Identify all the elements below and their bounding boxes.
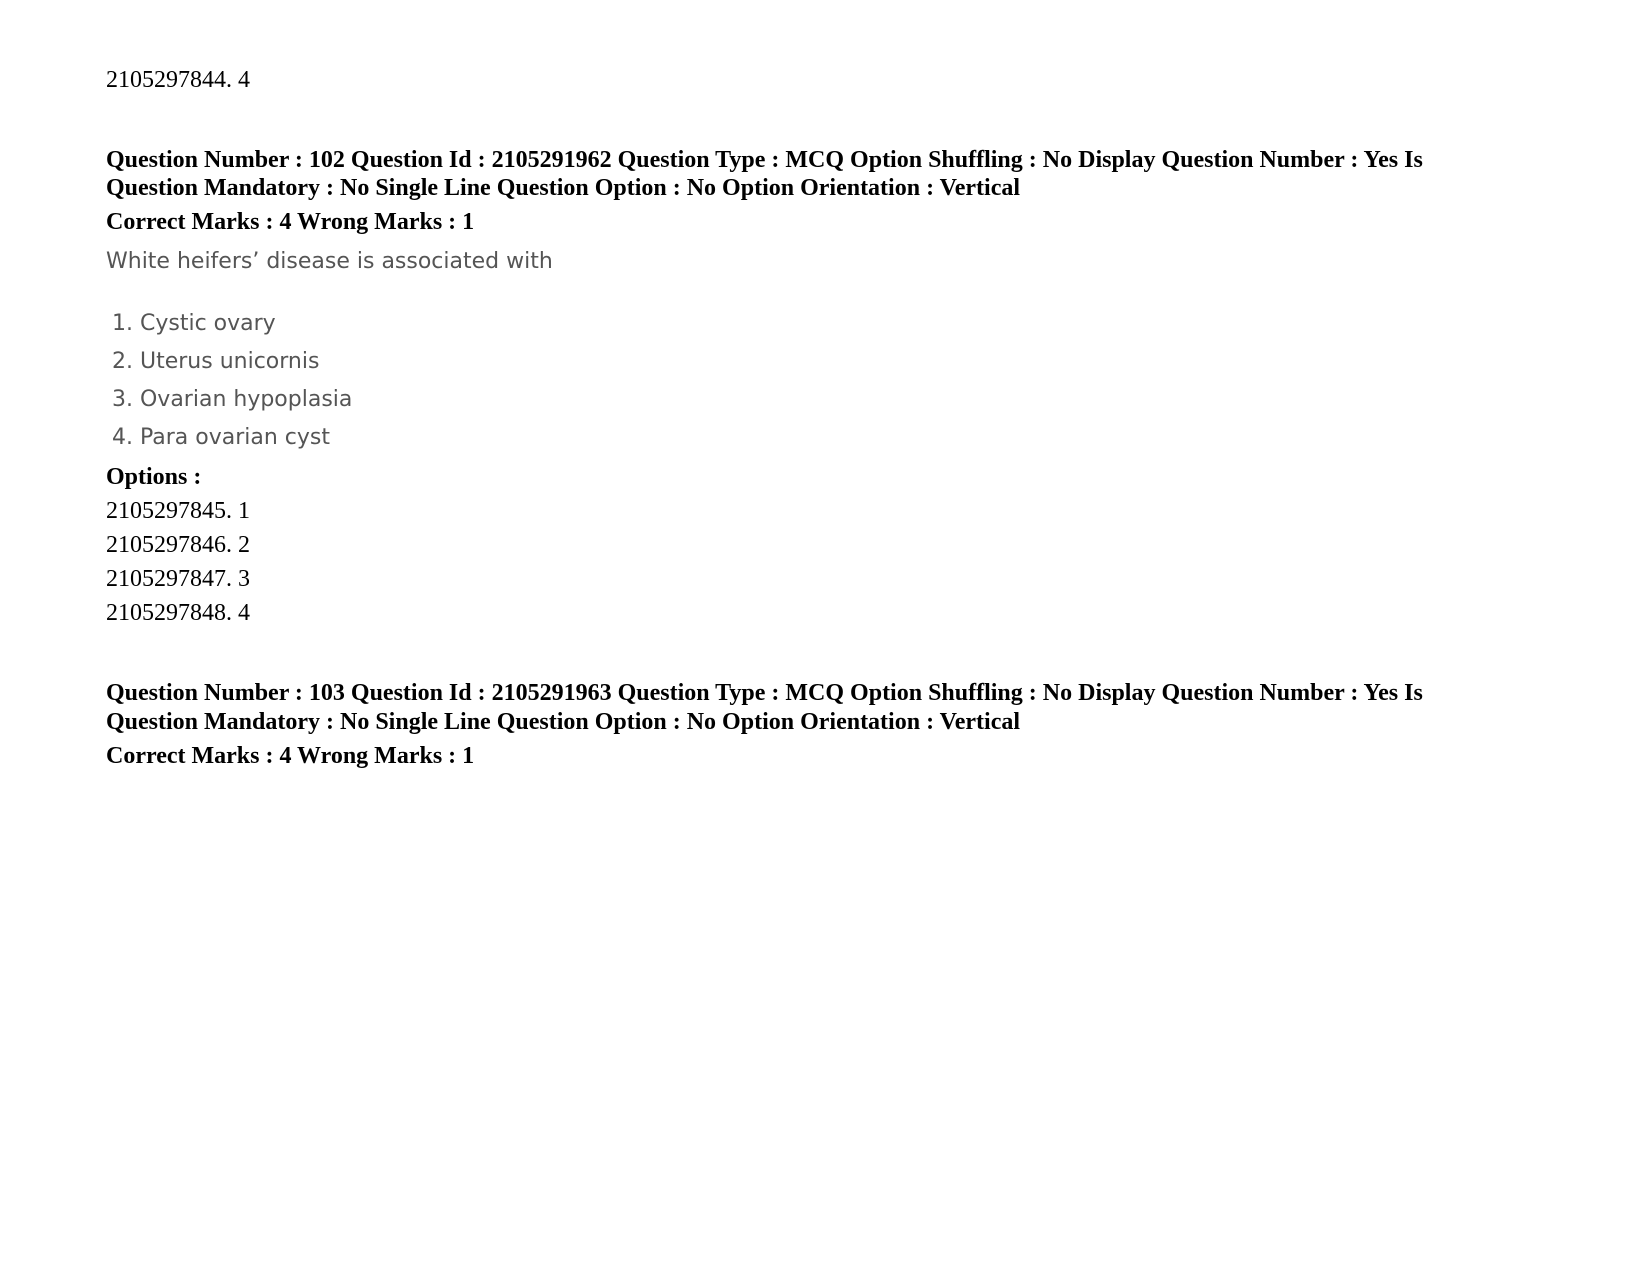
- q102-option-3: 2105297847. 3: [106, 566, 250, 592]
- q103-header-line2: Question Mandatory : No Single Line Question Option : No Option Orientation : Vertical: [106, 709, 1021, 735]
- q102-marks: Correct Marks : 4 Wrong Marks : 1: [106, 209, 475, 235]
- q102-choice-4: 4. Para ovarian cyst: [112, 425, 331, 450]
- q102-options-label: Options :: [106, 464, 202, 490]
- q102-choice-3: 3. Ovarian hypoplasia: [112, 387, 353, 412]
- q102-option-2: 2105297846. 2: [106, 532, 250, 558]
- q102-option-1: 2105297845. 1: [106, 498, 250, 524]
- q102-header-line2: Question Mandatory : No Single Line Question Option : No Option Orientation : Vertical: [106, 175, 1021, 201]
- q103-marks: Correct Marks : 4 Wrong Marks : 1: [106, 743, 475, 769]
- q103-header-line1: Question Number : 103 Question Id : 2105291963 Question Type : MCQ Option Shuffling : No Display Question Number : Yes Is: [106, 680, 1423, 706]
- q102-question-text: White heifers’ disease is associated with: [106, 249, 553, 274]
- q102-choice-1: 1. Cystic ovary: [112, 311, 276, 336]
- previous-option-line: 2105297844. 4: [106, 67, 250, 93]
- q102-choice-2: 2. Uterus unicornis: [112, 349, 320, 374]
- q102-header-line1: Question Number : 102 Question Id : 2105291962 Question Type : MCQ Option Shuffling : No Display Question Number : Yes Is: [106, 147, 1423, 173]
- q102-option-4: 2105297848. 4: [106, 600, 250, 626]
